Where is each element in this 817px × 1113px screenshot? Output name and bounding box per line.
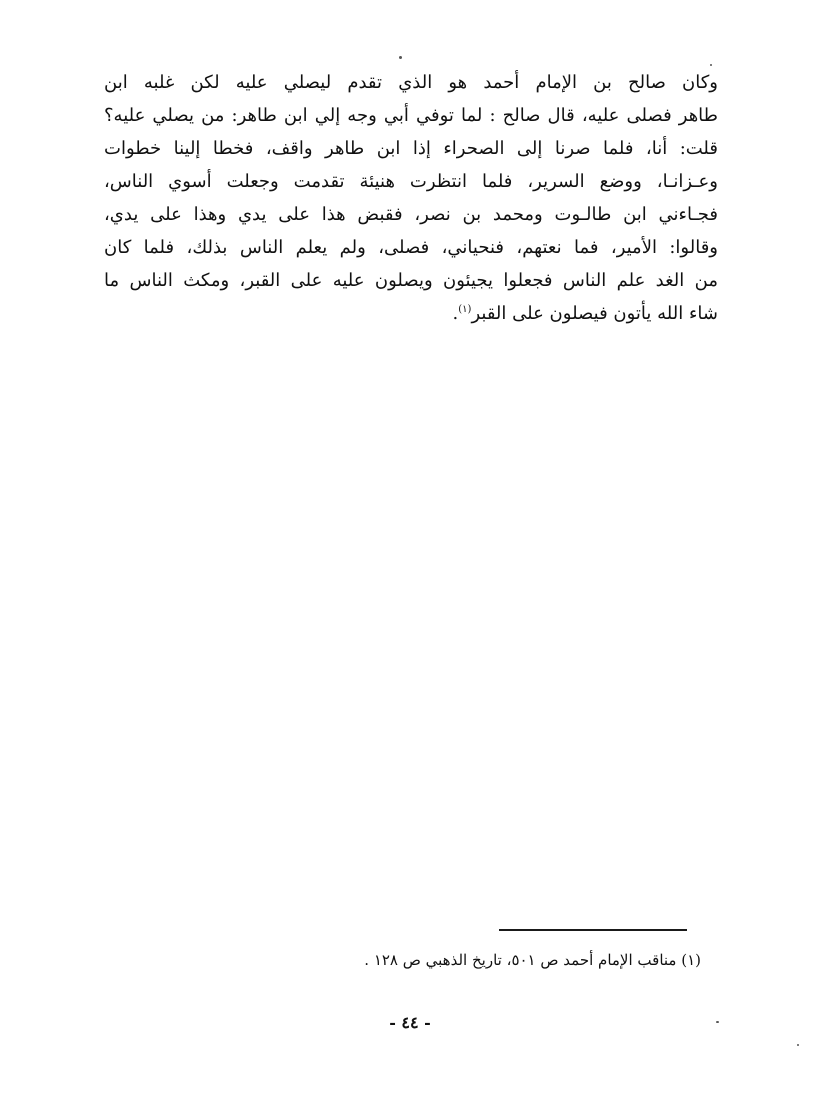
page-number: - ٤٤ - xyxy=(389,1013,431,1032)
scan-speck xyxy=(797,1044,799,1046)
footnote-separator xyxy=(499,929,687,931)
body-text xyxy=(104,66,718,330)
body-line-8 xyxy=(104,297,718,330)
footnote-marker: (١) xyxy=(458,304,472,315)
body-line-1: وكان صالح بن الإمام أحمد هو الذي تقدم ليصلي عليه لكن غلبه ابن xyxy=(104,72,718,93)
body-line-8-text: شاء الله يأتون فيصلون على القبر xyxy=(471,303,718,324)
scan-speck xyxy=(399,56,402,59)
body-line-8-end: . xyxy=(452,303,459,324)
body-line-3: قلت: أنا، فلما صرنا إلى الصحراء إذا ابن طاهر واقف، فخطا إلينا خطوات xyxy=(104,138,718,159)
body-line-6: وقالوا: الأمير، فما نعتهم، فنحياني، فصلى، ولم يعلم الناس بذلك، فلما كان xyxy=(104,237,718,258)
body-line-2: طاهر فصلى عليه، قال صالح : لما توفي أبي وجه إلي ابن طاهر: من يصلي عليه؟ xyxy=(104,105,718,126)
body-line-5: فجـاءني ابن طالـوت ومحمد بن نصر، فقبض هذا على يدي وهذا على يدي، xyxy=(104,204,718,225)
scan-speck xyxy=(710,64,712,66)
body-line-4: وعـزانـا، ووضع السرير، فلما انتظرت هنيئة تقدمت وجعلت أسوي الناس، xyxy=(104,171,718,192)
footnote: (١) مناقب الإمام أحمد ص ٥٠١، تاريخ الذهبي ص ١٢٨ . xyxy=(364,951,701,969)
body-line-7: من الغد علم الناس فجعلوا يجيئون ويصلون عليه على القبر، ومكث الناس ما xyxy=(104,270,718,291)
scan-speck xyxy=(716,1021,719,1023)
